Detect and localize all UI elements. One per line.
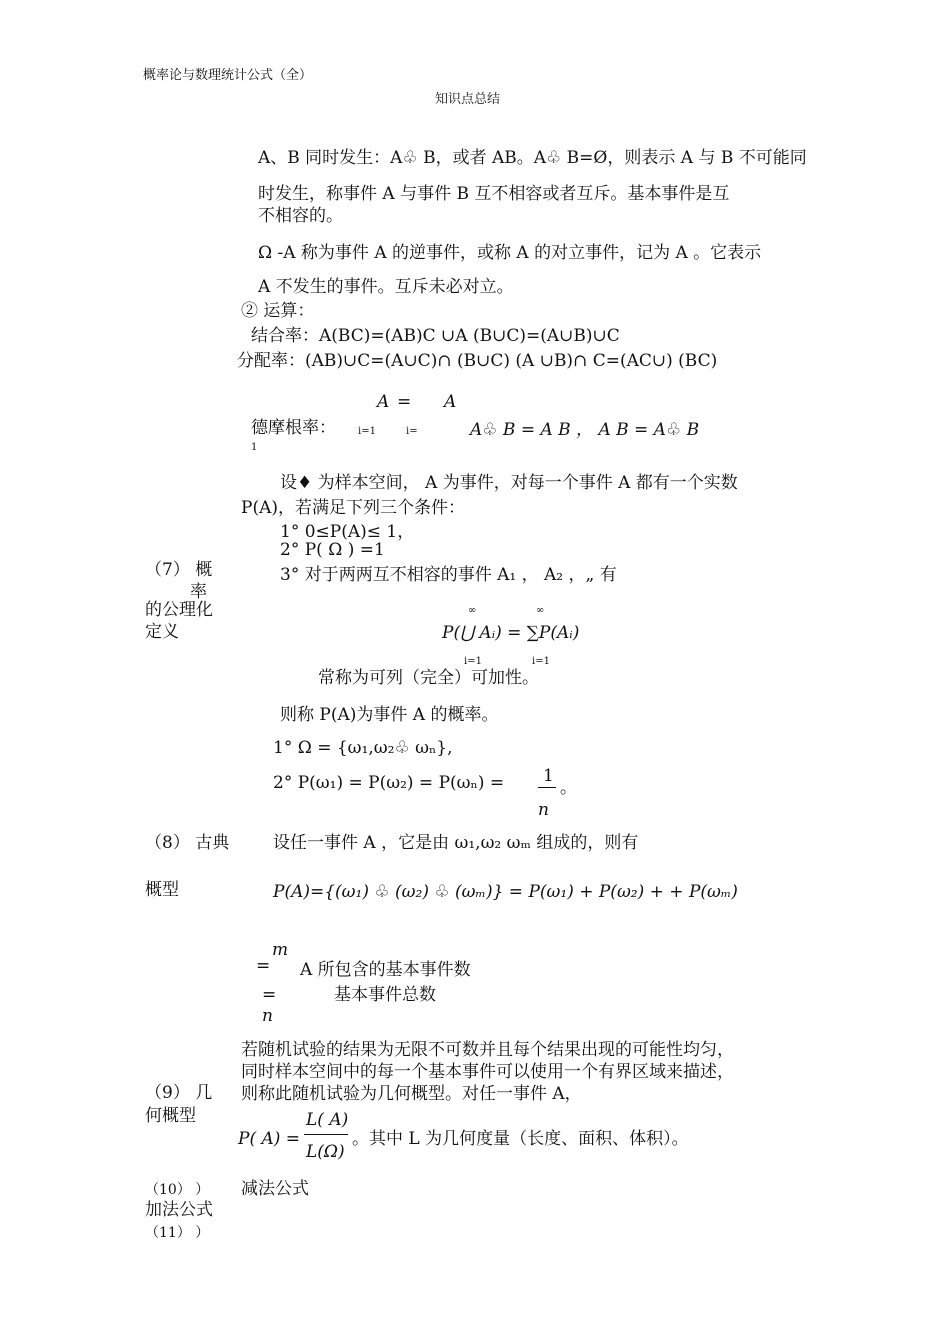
formula: = — [397, 392, 412, 412]
text-line: 若随机试验的结果为无限不可数并且每个结果出现的可能性均匀， — [241, 1040, 734, 1060]
item-label: （10） ） — [145, 1182, 210, 1198]
text-line: P(A)，若满足下列三个条件： — [241, 498, 465, 518]
text-line: 设♦ 为样本空间， A 为事件，对每一个事件 A 都有一个实数 — [280, 473, 738, 493]
text-line: 时发生，称事件 A 与事件 B 互不相容或者互斥。基本事件是互 — [258, 184, 730, 204]
formula: = — [262, 985, 277, 1005]
item-label: （11） ） — [145, 1225, 210, 1241]
item-label: 概型 — [145, 880, 179, 900]
item-label: 定义 — [145, 622, 179, 642]
text-line: 则称 P(A)为事件 A 的概率。 — [280, 705, 499, 725]
text-line: 同时样本空间中的每一个基本事件可以使用一个有界区域来描述， — [241, 1062, 734, 1082]
fraction-bar — [304, 1134, 348, 1135]
section-heading: ② 运算： — [241, 301, 315, 321]
item-label: 加法公式 — [145, 1200, 213, 1220]
fraction-bar — [538, 787, 556, 788]
condition: 3° 对于两两互不相容的事件 A₁ ， A₂ ，„ 有 — [280, 565, 617, 585]
formula: A — [377, 392, 390, 412]
formula-index: i=1 — [532, 656, 550, 667]
text-line: 不相容的。 — [258, 206, 343, 226]
text-line: 结合率：A(BC)=(AB)C ∪A (B∪C)=(A∪B)∪C — [251, 326, 620, 346]
text-line: 基本事件总数 — [334, 985, 436, 1005]
text-line: A、B 同时发生：A♧ B，或者 AB。A♧ B=Ø，则表示 A 与 B 不可能同 — [258, 148, 807, 168]
formula: A♧ B = A B ， A B = A♧ B — [470, 420, 700, 440]
formula: P(⋃ Aᵢ) = ∑P(Aᵢ) — [442, 623, 580, 643]
item-label: （8） 古典 — [145, 833, 230, 853]
formula: L(Ω) — [306, 1142, 345, 1162]
formula: A — [444, 392, 457, 412]
condition: 2° P( Ω ) =1 — [280, 540, 385, 560]
formula: n — [538, 800, 549, 820]
document-subtitle: 知识点总结 — [435, 92, 501, 107]
text-line: A 所包含的基本事件数 — [300, 960, 471, 980]
text-line: 减法公式 — [241, 1179, 309, 1199]
formula-index: 1 — [251, 442, 258, 453]
formula: 1 — [543, 766, 554, 786]
text-line: A 不发生的事件。互斥未必对立。 — [258, 277, 514, 297]
formula: n — [262, 1006, 273, 1026]
formula-index: ∞ — [536, 605, 545, 616]
item-label: （9） 几 — [145, 1083, 213, 1103]
formula: 。 — [560, 778, 577, 798]
text-line: 。其中 L 为几何度量（长度、面积、体积）。 — [352, 1129, 689, 1149]
item-label: 的公理化 — [145, 600, 213, 620]
text-line: 设任一事件 A ，它是由 ω₁,ω₂ ωₘ 组成的，则有 — [273, 833, 639, 853]
formula: 2° P(ω₁) = P(ω₂) = P(ωₙ) = — [273, 773, 505, 793]
formula: L( A) — [306, 1110, 349, 1130]
formula: P( A) = — [238, 1129, 301, 1149]
formula-index: i= — [406, 426, 418, 437]
text-line: Ω -A 称为事件 A 的逆事件，或称 A 的对立事件，记为 A 。它表示 — [258, 243, 762, 263]
text-line: 常称为可列（完全）可加性。 — [318, 668, 539, 688]
document-title: 概率论与数理统计公式（全） — [143, 68, 313, 83]
item-label: 何概型 — [145, 1106, 196, 1126]
formula: m — [272, 940, 289, 960]
item-label: 率 — [190, 582, 207, 602]
formula: 1° Ω = {ω₁,ω₂♧ ωₙ}, — [273, 738, 453, 758]
item-label: （7） 概 — [145, 560, 213, 580]
text-line: 则称此随机试验为几何概型。对任一事件 A， — [241, 1084, 582, 1104]
formula-index: i=1 — [464, 656, 482, 667]
formula-index: ∞ — [468, 605, 477, 616]
formula: = — [256, 956, 271, 976]
condition: 1° 0≤P(A)≤ 1， — [280, 522, 415, 542]
demorgan-label: 德摩根率： — [251, 418, 336, 438]
text-line: 分配率：(AB)∪C=(A∪C)∩ (B∪C) (A ∪B)∩ C=(AC∪) (BC) — [237, 351, 718, 371]
formula-index: i=1 — [358, 426, 376, 437]
formula: P(A)={(ω₁) ♧ (ω₂) ♧ (ωₘ)} = P(ω₁) + P(ω₂) + + P(ωₘ) — [273, 882, 738, 902]
